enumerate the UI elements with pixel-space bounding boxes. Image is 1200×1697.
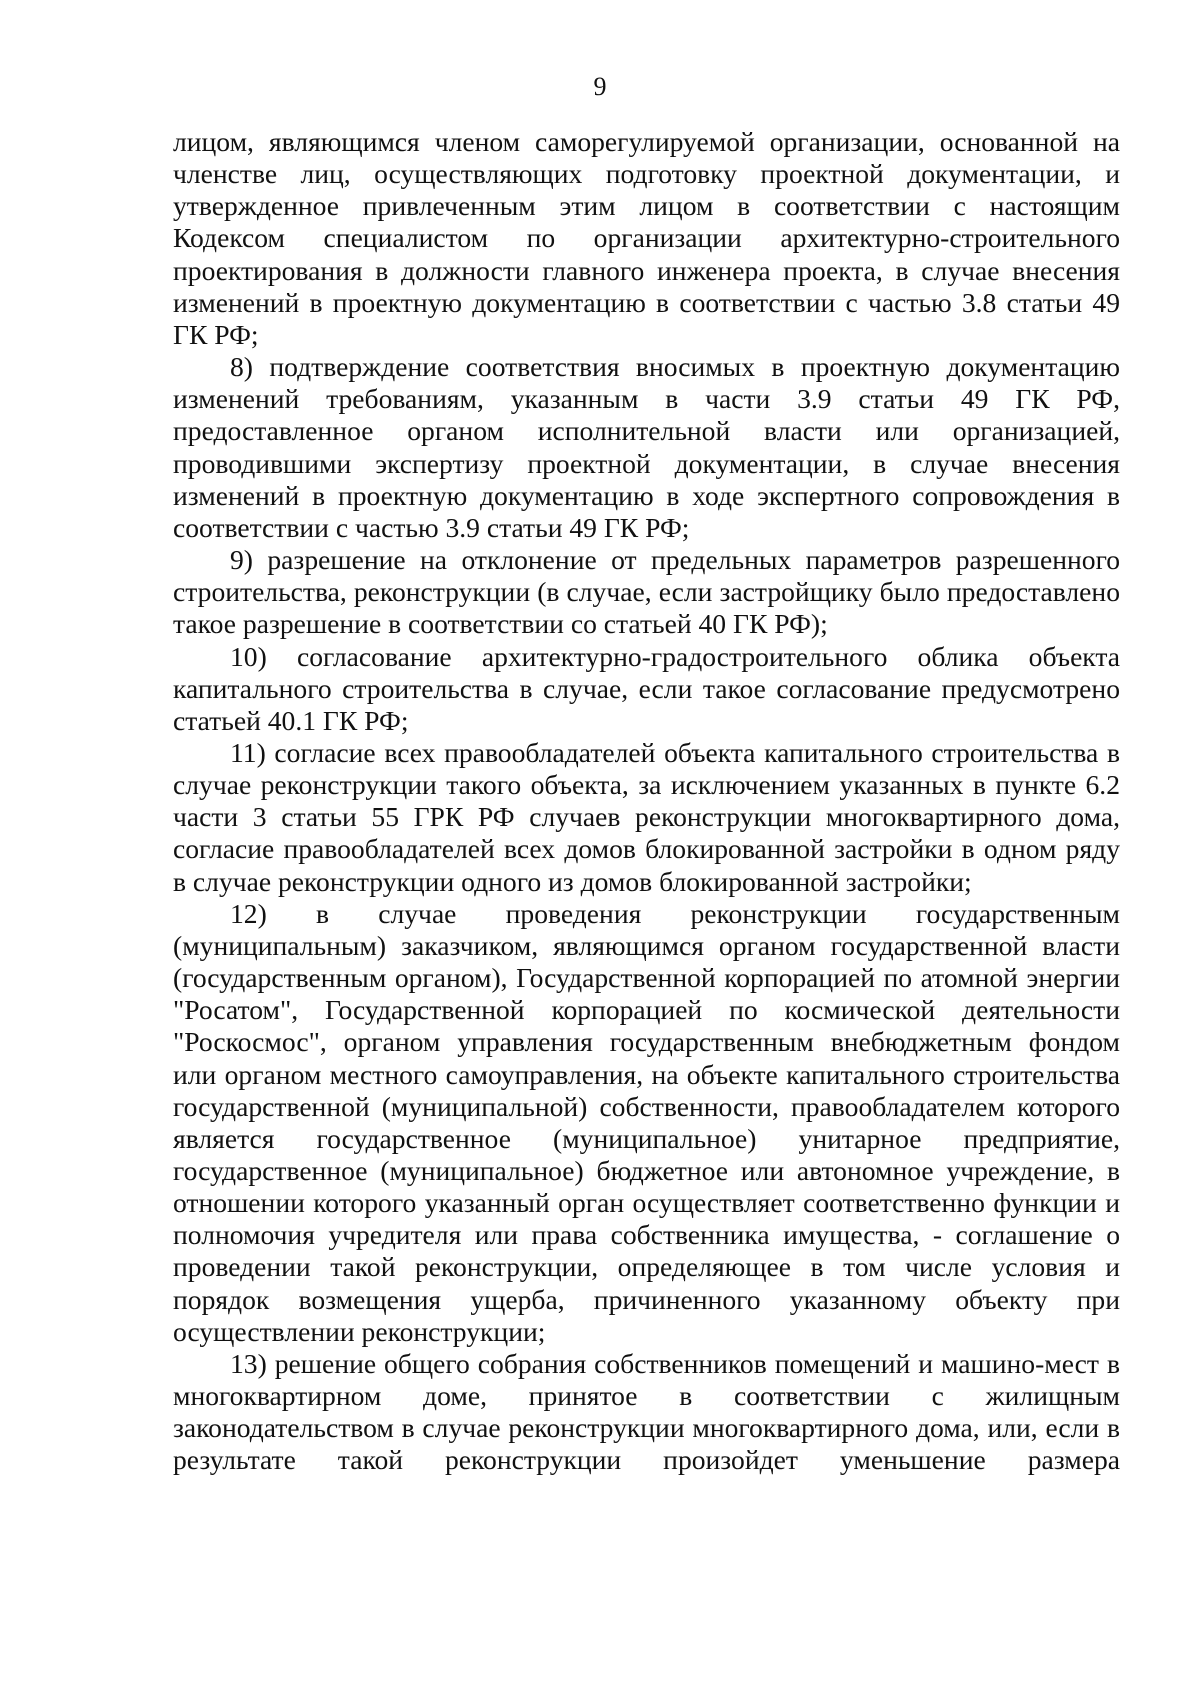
paragraph-item-12: 12) в случае проведения реконструкции государственным (муниципальным) заказчиком, являющимся органом государственной власти (государственным органом), Государственной корпорацией по атомной энергии "Росатом", Государственной корпорацией по космической деятельности "Роскосмос", органом управления государственным внебюджетным фондом или органом местного самоуправления, на объекте капитального строительства государственной (муниципальной) собственности, правообладателем которого является государственное (муниципальное) унитарное предприятие, государственное (муниципальное) бюджетное или автономное учреждение, в отношении которого указанный орган осуществляет соответственно функции и полномочия учредителя или права собственника имущества, - соглашение о проведении такой реконструкции, определяющее в том числе условия и порядок возмещения ущерба, причиненного указанному объекту при осуществлении реконструкции; (173, 897, 1120, 1347)
paragraph-continuation: лицом, являющимся членом саморегулируемой организации, основанной на членстве лиц, осуществляющих подготовку проектной документации, и утвержденное привлеченным этим лицом в соответствии с настоящим Кодексом специалистом по организации архитектурно-строительного проектирования в должности главного инженера проекта, в случае внесения изменений в проектную документацию в соответствии с частью 3.8 статьи 49 ГК РФ; (173, 126, 1120, 350)
paragraph-item-11: 11) согласие всех правообладателей объекта капитального строительства в случае реконструкции такого объекта, за исключением указанных в пункте 6.2 части 3 статьи 55 ГРК РФ случаев реконструкции многоквартирного дома, согласие правообладателей всех домов блокированной застройки в одном ряду в случае реконструкции одного из домов блокированной застройки; (173, 736, 1120, 897)
document-body (173, 126, 1120, 1477)
paragraph-item-13: 13) решение общего собрания собственников помещений и машино-мест в многоквартирном доме, принятое в соответствии с жилищным законодательством в случае реконструкции многоквартирного дома, или, если в результате такой реконструкции произойдет уменьшение размера (173, 1347, 1120, 1476)
paragraph-item-9: 9) разрешение на отклонение от предельных параметров разрешенного строительства, реконструкции (в случае, если застройщику было предоставлено такое разрешение в соответствии со статьей 40 ГК РФ); (173, 544, 1120, 640)
paragraph-item-10: 10) согласование архитектурно-градостроительного облика объекта капитального строительства в случае, если такое согласование предусмотрено статьей 40.1 ГК РФ; (173, 640, 1120, 736)
page-number: 9 (593, 72, 607, 101)
paragraph-item-8: 8) подтверждение соответствия вносимых в проектную документацию изменений требованиям, указанным в части 3.9 статьи 49 ГК РФ, предоставленное органом исполнительной власти или организацией, проводившими экспертизу проектной документации, в случае внесения изменений в проектную документацию в ходе экспертного сопровождения в соответствии с частью 3.9 статьи 49 ГК РФ; (173, 351, 1120, 543)
